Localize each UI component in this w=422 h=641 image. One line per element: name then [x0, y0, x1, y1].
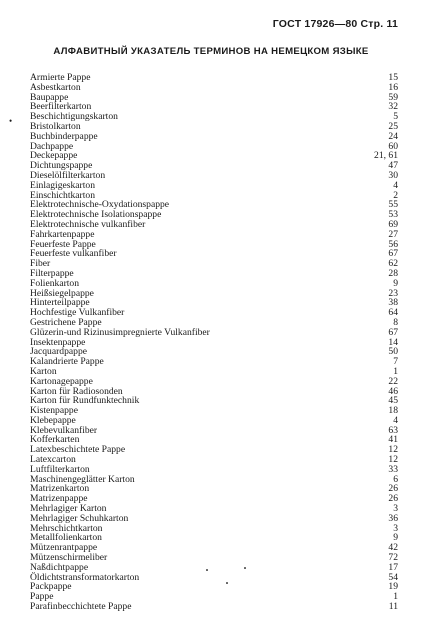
page-reference: 12 [388, 454, 398, 466]
page-reference: 27 [388, 228, 398, 240]
page-reference: 47 [388, 160, 398, 172]
page-reference: 17 [388, 561, 398, 573]
index-term: Hochfestige Vulkanfiber [30, 307, 125, 319]
index-term: Karton [30, 365, 57, 377]
page-reference: 11 [388, 601, 398, 613]
page-reference: 36 [388, 512, 398, 524]
index-term: Mehrlagiger Karton [30, 503, 107, 515]
page-reference: 67 [388, 248, 398, 260]
speck [206, 569, 208, 571]
index-term: Fiber [30, 258, 51, 270]
index-title: АЛФАВИТНЫЙ УКАЗАТЕЛЬ ТЕРМИНОВ НА НЕМЕЦКОМ ЯЗЫКЕ [53, 46, 369, 57]
page-reference: 46 [388, 385, 398, 397]
index-entry [30, 582, 398, 592]
page-reference: 32 [388, 101, 398, 113]
page-reference: 38 [388, 297, 398, 309]
index-entry [30, 426, 398, 436]
index-term: Mützenrantpappe [30, 542, 98, 554]
index-entry [30, 142, 398, 152]
index-term: Jacquardpappe [30, 346, 88, 358]
index-term: Elektrotechnische vulkanfiber [30, 218, 146, 230]
page-reference: 4 [393, 414, 398, 426]
index-term: Baupappe [30, 91, 69, 103]
index-term: Asbestkarton [30, 81, 81, 93]
index-term: Parafinbecchichtete Pappe [30, 601, 132, 613]
index-term: Elektrotechnische-Oxydationspappe [30, 199, 170, 211]
page-reference: 67 [388, 326, 398, 338]
index-term: Klebevulkanfiber [30, 424, 98, 436]
index-entry [30, 357, 398, 367]
page-reference: 7 [393, 356, 398, 368]
index-term: Feuerfeste vulkanfiber [30, 248, 117, 260]
page-reference: 54 [388, 571, 398, 583]
page-reference: 18 [388, 405, 398, 417]
page-reference: 53 [388, 209, 398, 221]
index-entry [30, 328, 398, 338]
index-term: Naßdichtpappe [30, 561, 89, 573]
index-term: Armierte Pappe [30, 72, 91, 83]
index-term: Insektenpappe [30, 336, 86, 348]
page-reference: 28 [388, 267, 398, 279]
index-entry [30, 83, 398, 93]
page-reference: 63 [388, 424, 398, 436]
page-reference: 22 [388, 375, 398, 387]
page-reference: 59 [388, 91, 398, 103]
index-term: Deckepappe [30, 150, 78, 162]
index-term: Maschinengeglätter Karton [30, 473, 135, 485]
index-term: Karton für Rundfunktechnik [30, 395, 140, 407]
page-reference: 24 [388, 130, 398, 142]
index-term: Einlagigeskarton [30, 179, 96, 191]
page-reference: 9 [393, 532, 398, 544]
speck [226, 582, 228, 584]
index-term: Klebepappe [30, 414, 76, 426]
page-reference: 15 [388, 72, 398, 83]
page-reference: 16 [388, 81, 398, 93]
index-term: Gestrichene Pappe [30, 316, 102, 328]
speck [244, 567, 246, 569]
page-reference: 3 [393, 503, 398, 515]
index-entry [30, 73, 398, 83]
index-entry [30, 573, 398, 583]
index-entry [30, 396, 398, 406]
index-term: Karton für Radiosonden [30, 385, 123, 397]
index-entry [30, 259, 398, 269]
index-term: Folienkarton [30, 277, 80, 289]
index-term: Kartonagepappe [30, 375, 93, 387]
index-term: Latexcarton [30, 454, 76, 466]
index-entry [30, 269, 398, 279]
term-index-list [30, 73, 398, 612]
page-reference: 45 [388, 395, 398, 407]
page-header: ГОСТ 17926—80 Стр. 11 [272, 18, 398, 30]
index-term: Fahrkartenpappe [30, 228, 95, 240]
index-term: Matrizenkarton [30, 483, 90, 495]
page-reference: 62 [388, 258, 398, 270]
index-entry [30, 445, 398, 455]
index-entry [30, 132, 398, 142]
index-entry [30, 112, 398, 122]
page-reference: 30 [388, 169, 398, 181]
page-reference: 3 [393, 522, 398, 534]
page-reference: 8 [393, 316, 398, 328]
page-reference: 33 [388, 463, 398, 475]
index-term: Kalandrierte Pappe [30, 356, 104, 368]
page-reference: 1 [393, 591, 398, 603]
page-reference: 4 [393, 179, 398, 191]
page-reference: 72 [388, 552, 398, 564]
index-term: Dachpappe [30, 140, 74, 152]
page-reference: 1 [393, 365, 398, 377]
index-term: Mehrschichtkarton [30, 522, 103, 534]
page-reference: 5 [393, 111, 398, 123]
index-entry [30, 406, 398, 416]
index-term: Heißsiegelpappe [30, 287, 94, 299]
page-reference: 9 [393, 277, 398, 289]
index-term: Elektrotechnische Isolationspappe [30, 209, 162, 221]
index-term: Dieselölfilterkarton [30, 169, 106, 181]
index-term: Matrizenpappe [30, 493, 88, 505]
index-term: Kistenpappe [30, 405, 78, 417]
page-reference: 69 [388, 218, 398, 230]
index-term: Beschichtigungskarton [30, 111, 118, 123]
index-entry [30, 602, 398, 612]
page-reference: 41 [388, 434, 398, 446]
index-term: Mützenschirmeliber [30, 552, 108, 564]
index-term: Dichtungspappe [30, 160, 93, 172]
page-reference: 6 [393, 473, 398, 485]
index-term: Latexbeschichtete Pappe [30, 444, 126, 456]
page-reference: 42 [388, 542, 398, 554]
page-reference: 26 [388, 483, 398, 495]
page-reference: 14 [388, 336, 398, 348]
index-term: Mehrlagiger Schuhkarton [30, 512, 129, 524]
page-reference: 25 [388, 120, 398, 132]
index-term: Öldichtstransformatorkarton [30, 571, 140, 583]
page-reference: 26 [388, 493, 398, 505]
margin-mark: • [9, 116, 13, 126]
page-reference: 2 [393, 189, 398, 201]
index-term: Feuerfeste Pappe [30, 238, 96, 250]
index-term: Buchbinderpappe [30, 130, 98, 142]
page-reference: 56 [388, 238, 398, 250]
index-term: Bristolkarton [30, 120, 81, 132]
index-term: Einschichtkarton [30, 189, 96, 201]
index-term: Luftfilterkarton [30, 463, 90, 475]
index-term: Hinterteilpappe [30, 297, 90, 309]
index-term: Packpappe [30, 581, 72, 593]
page-reference: 50 [388, 346, 398, 358]
page-reference: 21, 61 [374, 150, 398, 162]
page-reference: 64 [388, 307, 398, 319]
index-term: Beerfilterkarton [30, 101, 92, 113]
index-term: Pappe [30, 591, 54, 603]
index-term: Glüzerin-und Rizinusimpregnierte Vulkanfiber [30, 326, 210, 338]
index-term: Filterpappe [30, 267, 74, 279]
index-term: Kofferkarten [30, 434, 80, 446]
page-reference: 23 [388, 287, 398, 299]
page-reference: 12 [388, 444, 398, 456]
index-term: Metallfolienkarton [30, 532, 102, 544]
page-reference: 55 [388, 199, 398, 211]
page-reference: 19 [388, 581, 398, 593]
page-reference: 60 [388, 140, 398, 152]
index-entry [30, 249, 398, 259]
